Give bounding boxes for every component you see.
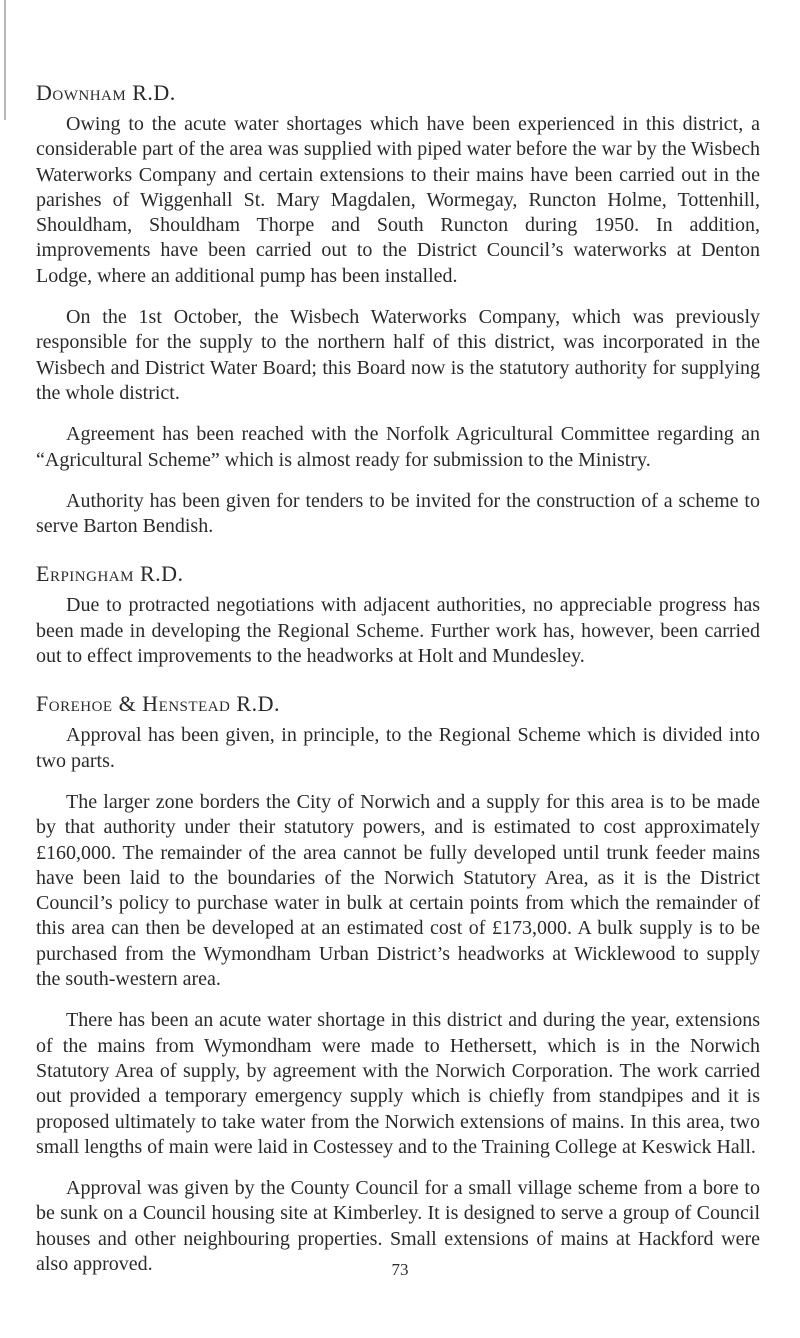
document-page [36, 78, 760, 1293]
body-paragraph: Approval has been given, in principle, to the Regional Scheme which is divided into two parts. [36, 724, 760, 772]
body-paragraph: The larger zone borders the City of Norwich and a supply for this area is to be made by that authority under their statutory powers, and is estimated to cost approximately £160,000. The remainder of the area cannot be fully developed until trunk feeder mains have been laid to the boundaries of the Norwich Statutory Area, as it is the District Council’s policy to purchase water in bulk at certain points from which the remainder of this area can then be developed at an estimated cost of £173,000. A bulk supply is to be purchased from the Wymondham Urban District’s headworks at Wicklewood to supply the south-western area. [36, 790, 760, 991]
body-paragraph: Approval was given by the County Council for a small village scheme from a bore to be sunk on a Council housing site at Kimberley. It is designed to serve a group of Council houses and other neighbouring properties. Small extensions of mains at Hackford were also approved. [36, 1177, 760, 1275]
body-paragraph: Agreement has been reached with the Norfolk Agricultural Committee regarding an “Agricultural Scheme” which is almost ready for submission to the Ministry. [36, 423, 760, 471]
body-paragraph: Authority has been given for tenders to be invited for the construction of a scheme to serve Barton Bendish. [36, 489, 760, 538]
body-paragraph: There has been an acute water shortage in this district and during the year, extensions of the mains from Wymondham were made to Hethersett, which is in the Norwich Statutory Area of supply, by agreement with the Norwich Corporation. The work carried out provided a temporary emergency supply which is chiefly from standpipes and it is proposed ultimately to take water from the Norwich extensions of mains. In this area, two small lengths of main were laid in Costessey and to the Training College at Keswick Hall. [36, 1009, 760, 1158]
section-heading: Forehoe & Henstead R.D. [36, 691, 280, 717]
body-paragraph: Owing to the acute water shortages which have been experienced in this district, a considerable part of the area was supplied with piped water before the war by the Wisbech Waterworks Company and certain extensions to their mains have been carried out in the parishes of Wiggenhall St. Mary Magdalen, Wormegay, Runcton Holme, Tottenhill, Shouldham, Shouldham Thorpe and South Runcton during 1950. In addition, improvements have been carried out to the District Council’s waterworks at Denton Lodge, where an additional pump has been installed. [36, 113, 760, 287]
section-downham [36, 78, 760, 539]
body-paragraph: On the 1st October, the Wisbech Waterworks Company, which was previously responsible for the supply to the northern half of this district, was incorporated in the Wisbech and District Water Board; this Board now is the statutory authority for supplying the whole district. [36, 306, 760, 404]
scan-margin-line [4, 0, 6, 120]
section-erpingham [36, 559, 760, 669]
section-forehoe-henstead [36, 689, 760, 1277]
section-heading: Erpingham R.D. [36, 561, 184, 587]
page-number: 73 [391, 1260, 409, 1279]
body-paragraph: Due to protracted negotiations with adjacent authorities, no appreciable progress has been made in developing the Regional Scheme. Further work has, however, been carried out to effect improvements to the headworks at Holt and Mundesley. [36, 594, 760, 668]
section-heading: Downham R.D. [36, 80, 176, 105]
